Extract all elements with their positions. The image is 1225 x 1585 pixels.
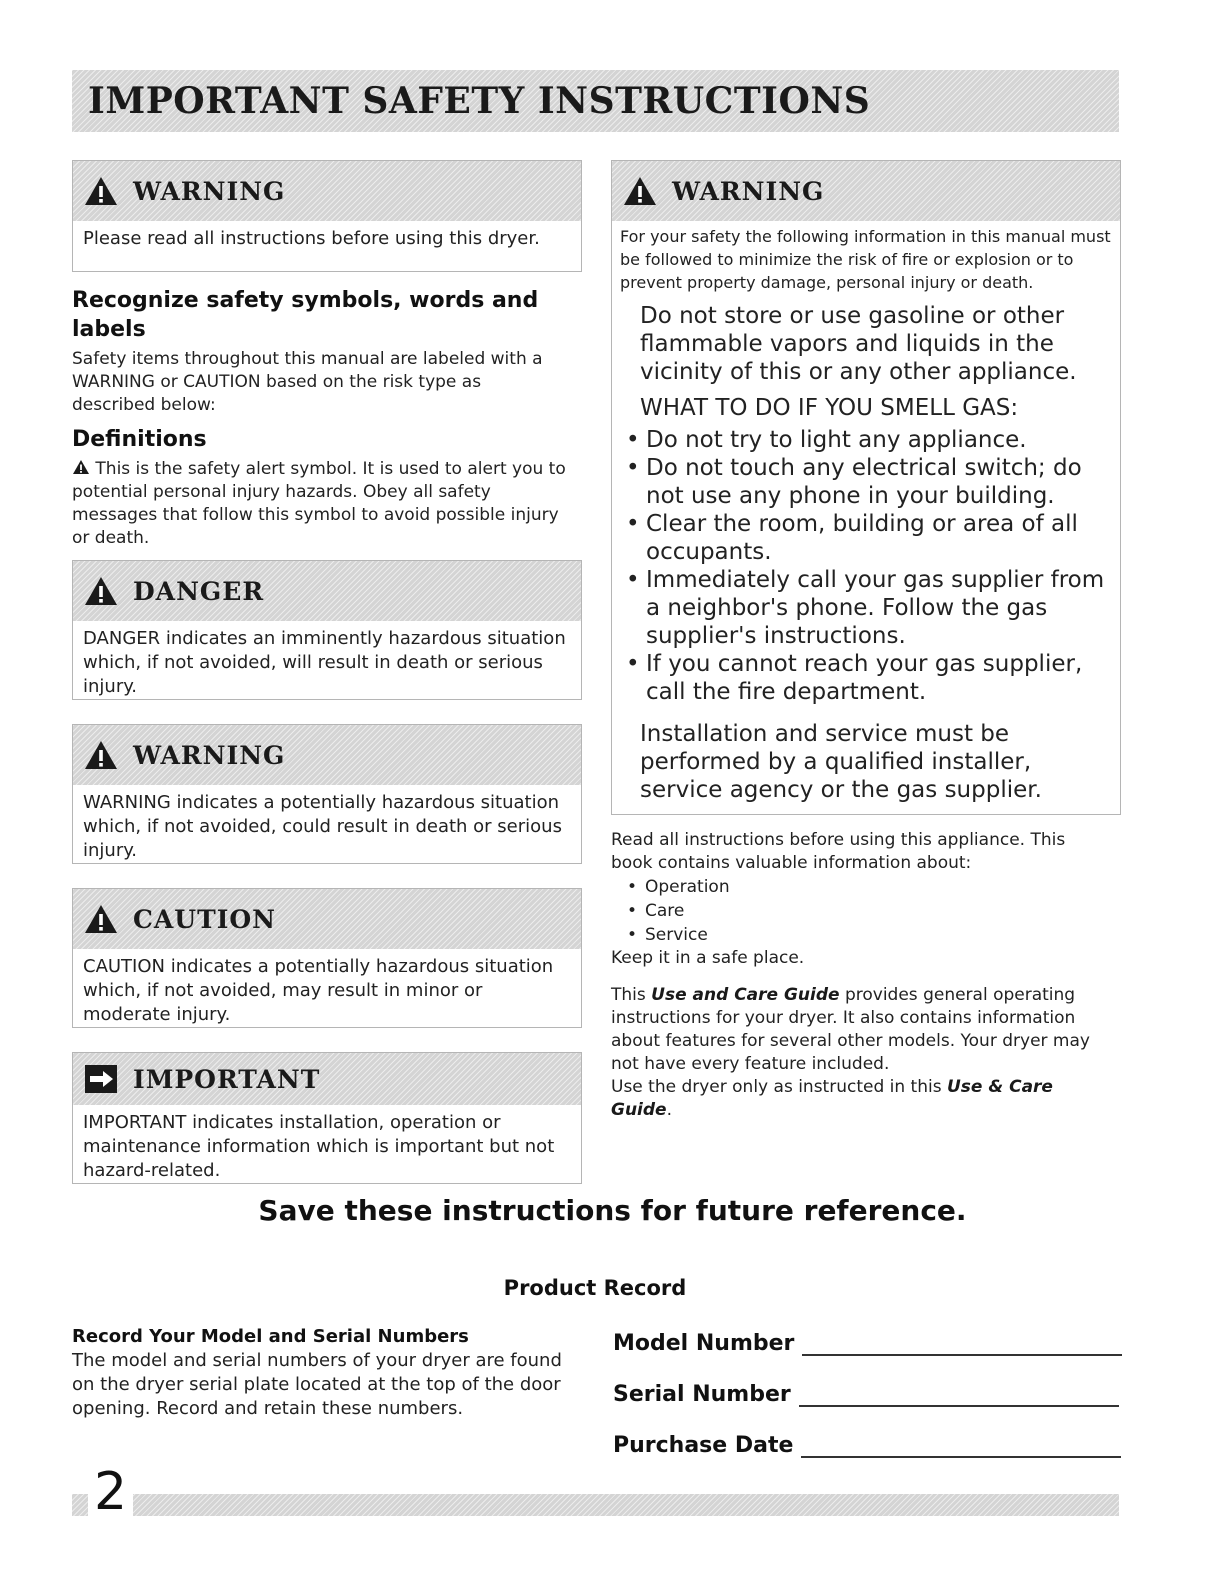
warning-text: Please read all instructions before using this dryer. xyxy=(83,228,540,249)
danger-header xyxy=(73,561,581,621)
arrow-box-icon xyxy=(83,1063,119,1095)
important-box xyxy=(72,1052,582,1184)
record-instructions xyxy=(72,1325,592,1421)
installation-text: Installation and service must be performed by a qualified installer, service agency or the gas supplier. xyxy=(640,721,1042,803)
important-text: IMPORTANT indicates installation, operation or maintenance information which is important but not hazard-related. xyxy=(83,1112,555,1181)
list-item: • Do not try to light any appliance. xyxy=(626,427,1027,453)
gas-warning-intro: For your safety the following information in this manual must be followed to minimize the risk of fire or explosion or to prevent property damage, personal injury or death. xyxy=(620,227,1111,292)
list-item: • Immediately call your gas supplier from a neighbor's phone. Follow the gas supplier's instructions. xyxy=(626,567,1105,649)
purchase-date-line[interactable] xyxy=(801,1432,1121,1458)
model-number-field xyxy=(613,1324,1123,1356)
definitions-text: This is the safety alert symbol. It is used to alert you to potential personal injury hazards. Obey all safety messages that follow this symbol to avoid possible injury or death. xyxy=(72,459,566,548)
serial-number-line[interactable] xyxy=(799,1381,1119,1407)
product-record-title: Product Record xyxy=(503,1276,687,1300)
gas-bullet-list xyxy=(620,426,1112,706)
safety-alert-icon xyxy=(72,459,90,475)
warning-header xyxy=(73,161,581,221)
list-item: • Operation xyxy=(627,877,730,897)
model-number-line[interactable] xyxy=(802,1330,1122,1356)
record-text: The model and serial numbers of your dryer are found on the dryer serial plate located at the top of the door opening. Record and retain these numbers. xyxy=(72,1350,562,1419)
warning-triangle-icon xyxy=(83,175,119,207)
read-all-text: Read all instructions before using this appliance. This book contains valuable information about: xyxy=(611,830,1066,873)
caution-label: CAUTION xyxy=(133,904,277,934)
gas-warning-label: WARNING xyxy=(672,176,825,206)
list-item: • If you cannot reach your gas supplier, call the fire department. xyxy=(626,651,1083,705)
purchase-date-field xyxy=(613,1426,1123,1458)
danger-box xyxy=(72,560,582,700)
warning-definition-text: WARNING indicates a potentially hazardous situation which, if not avoided, could result in death or serious injury. xyxy=(83,792,562,861)
caution-header xyxy=(73,889,581,949)
warning-definition-box xyxy=(72,724,582,864)
list-item: • Care xyxy=(627,901,685,921)
right-column xyxy=(611,160,1121,1122)
title-banner xyxy=(72,70,1119,132)
recognize-text: Safety items throughout this manual are labeled with a WARNING or CAUTION based on the risk type as described below: xyxy=(72,349,543,415)
list-item: • Service xyxy=(627,925,708,945)
use-paragraph: Use the dryer only as instructed in this Use & Care Guide. xyxy=(611,1077,1053,1120)
record-fields xyxy=(613,1324,1123,1477)
use-guide-emphasis: Use & Care Guide xyxy=(611,1077,1053,1120)
caution-text: CAUTION indicates a potentially hazardous situation which, if not avoided, may result in minor or moderate injury. xyxy=(83,956,554,1025)
serial-number-label: Serial Number xyxy=(613,1382,791,1407)
serial-number-field xyxy=(613,1375,1123,1407)
warning-label: WARNING xyxy=(133,176,286,206)
record-heading: Record Your Model and Serial Numbers xyxy=(72,1326,469,1347)
save-instructions: Save these instructions for future reference. xyxy=(258,1194,967,1227)
gas-warning-header xyxy=(612,161,1120,221)
footer-bar xyxy=(72,1494,1119,1516)
list-item: • Clear the room, building or area of all occupants. xyxy=(626,511,1078,565)
topics-list xyxy=(611,875,1121,947)
warning-box xyxy=(72,160,582,272)
warning-definition-label: WARNING xyxy=(133,740,286,770)
recognize-heading: Recognize safety symbols, words and labels xyxy=(72,288,539,342)
keep-text: Keep it in a safe place. xyxy=(611,948,805,968)
warning-triangle-icon xyxy=(83,739,119,771)
guide-paragraph: This Use and Care Guide provides general operating instructions for your dryer. It also contains information about features for several other models. Your dryer may not have every feature included. xyxy=(611,985,1090,1074)
smell-gas-heading: WHAT TO DO IF YOU SMELL GAS: xyxy=(640,395,1019,421)
warning-triangle-icon xyxy=(83,903,119,935)
left-column xyxy=(72,160,582,1184)
caution-box xyxy=(72,888,582,1028)
list-item: • Do not touch any electrical switch; do not use any phone in your building. xyxy=(626,455,1082,509)
page-title: IMPORTANT SAFETY INSTRUCTIONS xyxy=(88,80,871,122)
warning-definition-header xyxy=(73,725,581,785)
danger-text: DANGER indicates an imminently hazardous situation which, if not avoided, will result in death or serious injury. xyxy=(83,628,566,697)
important-label: IMPORTANT xyxy=(133,1064,321,1094)
danger-label: DANGER xyxy=(133,576,265,606)
definitions-heading: Definitions xyxy=(72,427,207,452)
gas-warning-body xyxy=(612,221,1120,814)
model-number-label: Model Number xyxy=(613,1331,795,1356)
important-header xyxy=(73,1053,581,1105)
page-number: 2 xyxy=(88,1462,133,1522)
definitions-paragraph xyxy=(72,458,572,550)
guide-title-emphasis: Use and Care Guide xyxy=(651,985,840,1005)
warning-triangle-icon xyxy=(622,175,658,207)
purchase-date-label: Purchase Date xyxy=(613,1433,794,1458)
gas-warning-box xyxy=(611,160,1121,815)
gas-storage-text: Do not store or use gasoline or other flammable vapors and liquids in the vicinity of this or any other appliance. xyxy=(640,303,1077,385)
warning-triangle-icon xyxy=(83,575,119,607)
